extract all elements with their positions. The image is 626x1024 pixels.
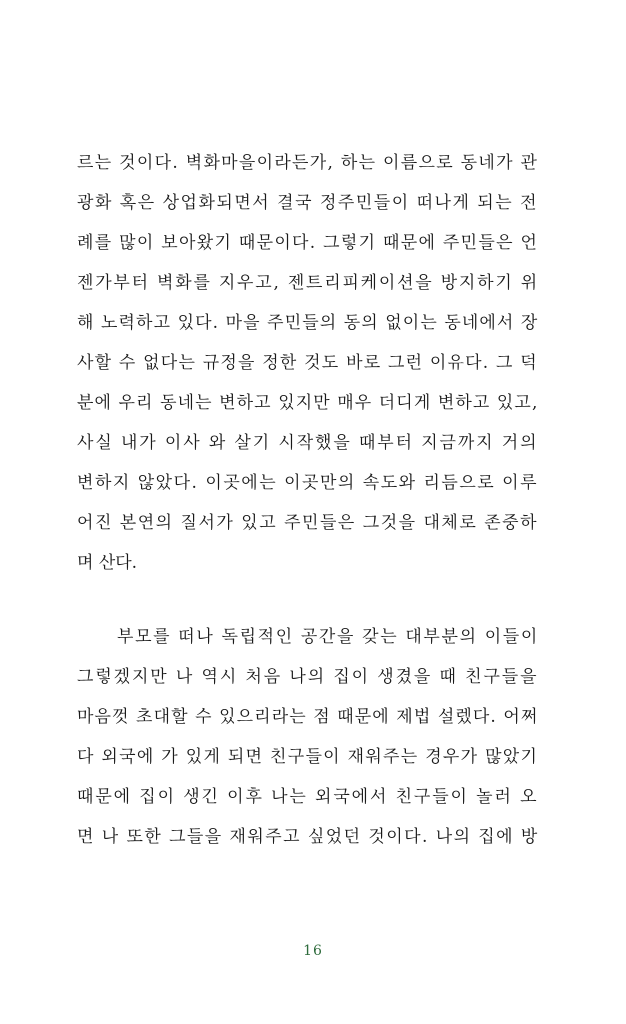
text-line: 부모를 떠나 독립적인 공간을 갖는 대부분의 이들이: [117, 627, 539, 647]
text-line: 사실 내가 이사 와 살기 시작했을 때부터 지금까지 거의: [77, 433, 539, 453]
text-line: 마음껏 초대할 수 있으리라는 점 때문에 제법 설렜다. 어쩌: [77, 707, 539, 727]
text-line: 그렇겠지만 나 역시 처음 나의 집이 생겼을 때 친구들을: [77, 667, 539, 687]
text-line: 며 산다.: [77, 553, 138, 573]
text-line: 어진 본연의 질서가 있고 주민들은 그것을 대체로 존중하: [77, 513, 539, 533]
text-line: 다 외국에 가 있게 되면 친구들이 재워주는 경우가 많았기: [77, 747, 539, 767]
text-line: 면 나 또한 그들을 재워주고 싶었던 것이다. 나의 집에 방: [77, 827, 539, 847]
page-number: 16: [303, 943, 323, 959]
text-line: 르는 것이다. 벽화마을이라든가, 하는 이름으로 동네가 관: [77, 153, 539, 173]
text-line: 변하지 않았다. 이곳에는 이곳만의 속도와 리듬으로 이루: [77, 473, 539, 493]
text-line: 사할 수 없다는 규정을 정한 것도 바로 그런 이유다. 그 덕: [77, 353, 538, 373]
text-line: 해 노력하고 있다. 마을 주민들의 동의 없이는 동네에서 장: [77, 313, 539, 333]
text-line: 분에 우리 동네는 변하고 있지만 매우 더디게 변하고 있고,: [77, 393, 539, 413]
text-line: 례를 많이 보아왔기 때문이다. 그렇기 때문에 주민들은 언: [77, 233, 539, 253]
text-line: 때문에 집이 생긴 이후 나는 외국에서 친구들이 놀러 오: [77, 787, 539, 807]
text-line: 광화 혹은 상업화되면서 결국 정주민들이 떠나게 되는 전: [77, 193, 539, 213]
text-line: 젠가부터 벽화를 지우고, 젠트리피케이션을 방지하기 위: [77, 273, 539, 293]
